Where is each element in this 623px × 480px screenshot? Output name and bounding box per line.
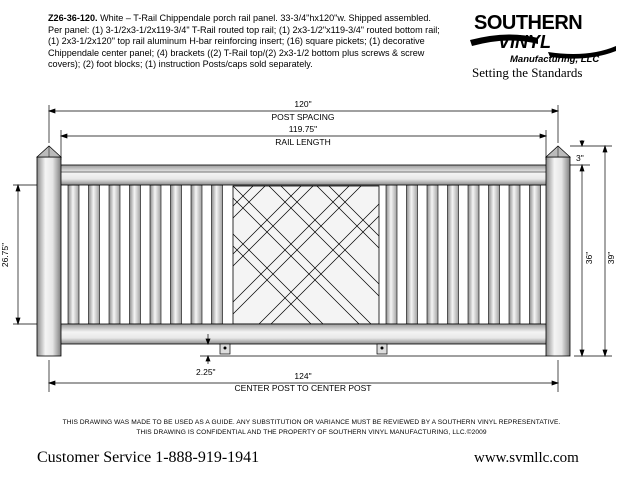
top-rail xyxy=(60,165,548,185)
picket-height-value: 26.75" xyxy=(0,242,10,268)
right-post xyxy=(546,146,570,356)
cap-height-value: 3" xyxy=(576,153,584,163)
logo-tagline: Setting the Standards xyxy=(472,65,583,80)
picket xyxy=(150,185,161,324)
center-distance-value: 124" xyxy=(294,371,312,381)
rail-height-value: 36" xyxy=(584,251,594,265)
picket xyxy=(171,185,182,324)
picket xyxy=(68,185,79,324)
picket xyxy=(448,185,459,324)
picket xyxy=(489,185,500,324)
picket xyxy=(109,185,120,324)
logo-line-southern: SOUTHERN xyxy=(474,12,583,34)
disclaimer-line-2: THIS DRAWING IS CONFIDENTIAL AND THE PROPERTY OF SOUTHERN VINYL MANUFACTURING, LLC.©2009 xyxy=(136,429,487,436)
bottom-rail xyxy=(60,324,548,344)
picket xyxy=(386,185,397,324)
foot-block xyxy=(220,344,230,354)
picket xyxy=(427,185,438,324)
post-spacing-label: POST SPACING xyxy=(271,112,335,122)
left-post xyxy=(37,146,61,356)
picket xyxy=(130,185,141,324)
picket xyxy=(509,185,520,324)
overall-height-value: 39" xyxy=(606,251,616,265)
picket xyxy=(191,185,202,324)
description-text: White – T-Rail Chippendale porch rail panel. 33-3/4"hx120"w. Shipped assembled. Per panel: (1) 3-1/2x3-1/2x119-3/4" T-Rail routed top rail; (1) 2x3-1/2"x119-3/4" routed bottom rail; (1) 2x3-1/2x120" top rail aluminum H-bar reinforcing insert; (16) square pickets; (1) decorative Chippendale center panel; (4) brackets ((2) T-Rail top/(2) 2x3-1/2 bottom plus screws & screw covers); (2) foot blocks; (1) instruction Posts/caps sold separately. xyxy=(48,13,440,70)
post-spacing-value: 120" xyxy=(294,99,312,109)
logo-line-manufacturing: Manufacturing, LLC xyxy=(510,54,600,65)
picket xyxy=(407,185,418,324)
rail-length-label: RAIL LENGTH xyxy=(275,137,331,147)
disclaimer-line-1: THIS DRAWING WAS MADE TO BE USED AS A GUIDE. ANY SUBSTITUTION OR VARIANCE MUST BE REVIEWED BY A SOUTHERN VINYL REPRESENTATIVE. xyxy=(62,419,561,426)
picket xyxy=(89,185,100,324)
foot-block xyxy=(377,344,387,354)
picket xyxy=(212,185,223,324)
website-url: www.svmllc.com xyxy=(474,450,579,466)
logo-line-vinyl: VINYL xyxy=(498,32,552,52)
picket xyxy=(468,185,479,324)
disclaimer xyxy=(0,418,623,438)
foot-gap-value: 2.25" xyxy=(196,367,216,377)
model-number: Z26-36-120. xyxy=(48,13,98,23)
customer-service-phone: Customer Service 1-888-919-1941 xyxy=(37,449,260,466)
picket xyxy=(530,185,541,324)
center-distance-label: CENTER POST TO CENTER POST xyxy=(234,383,372,393)
rail-length-value: 119.75" xyxy=(288,124,318,134)
